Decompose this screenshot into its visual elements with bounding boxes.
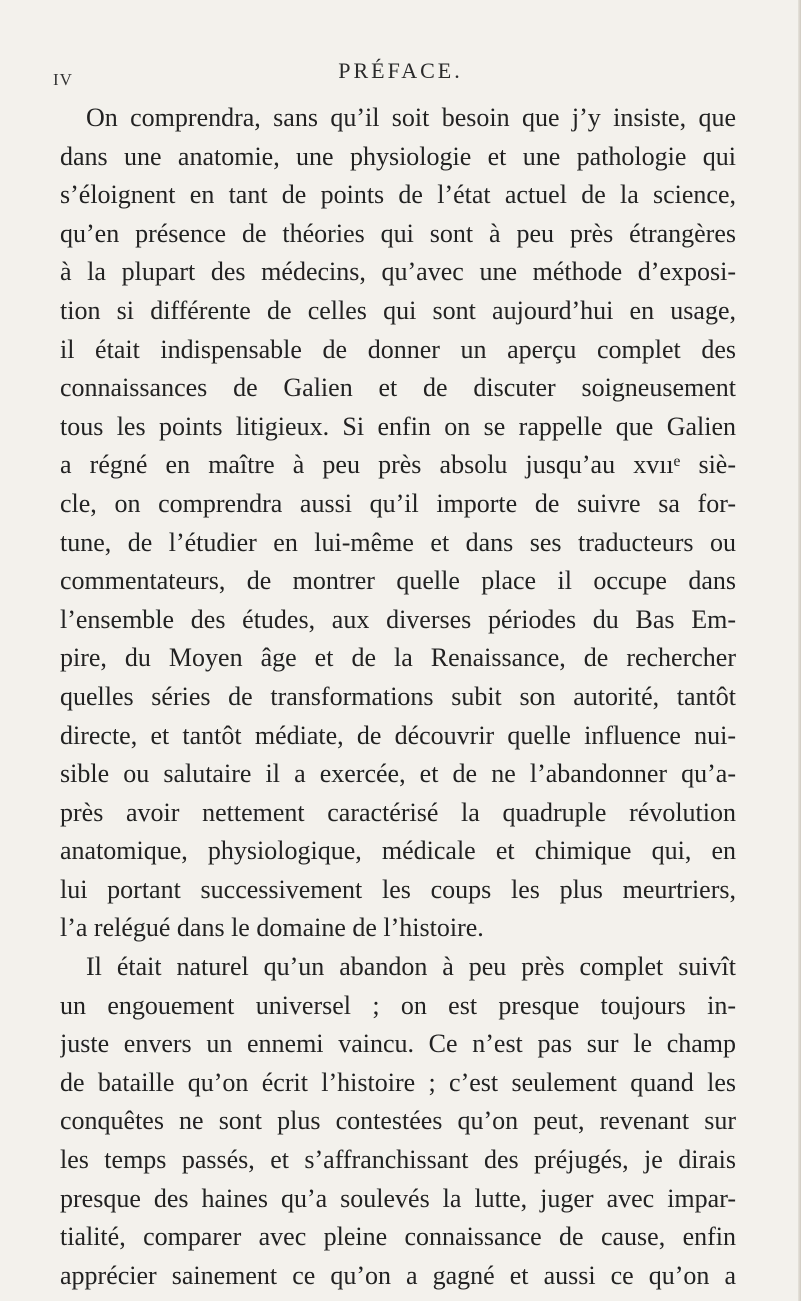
text-line: qu’en présence de théories qui sont à peu près étrangères (60, 218, 736, 248)
text-line: cle, on comprendra aussi qu’il importe de suivre sa for- (60, 488, 736, 518)
text-line: conquêtes ne sont plus contestées qu’on peut, revenant sur (60, 1106, 736, 1136)
text-line: tion si différente de celles qui sont aujourd’hui en usage, (60, 295, 736, 325)
text-line: quelles séries de transformations subit son autorité, tantôt (60, 681, 736, 711)
text-line: s’éloignent en tant de points de l’état actuel de la science, (60, 180, 736, 210)
text-line: de bataille qu’on écrit l’histoire ; c’est seulement quand les (60, 1067, 736, 1097)
text-line: commentateurs, de montrer quelle place il occupe dans (60, 566, 736, 596)
text-line: directe, et tantôt médiate, de découvrir quelle influence nui- (60, 720, 736, 750)
text-line: l’ensemble des études, aux diverses périodes du Bas Em- (60, 604, 736, 634)
text-line: apprécier sainement ce qu’on a gagné et aussi ce qu’on a (60, 1260, 736, 1290)
page-number: IV (53, 70, 73, 89)
text-line: On comprendra, sans qu’il soit besoin que j’y insiste, que (86, 103, 736, 132)
text-line: il était indispensable de donner un aperçu complet des (60, 334, 736, 364)
text-line: a régné en maître à peu près absolu jusqu’au xvııᵉ siè- (60, 450, 736, 480)
text-line: connaissances de Galien et de discuter soigneusement (60, 373, 736, 403)
body-text (60, 99, 736, 1295)
text-line: tous les points litigieux. Si enfin on se rappelle que Galien (60, 411, 736, 441)
text-line: tialité, comparer avec pleine connaissance de cause, enfin (60, 1222, 736, 1252)
text-line: près avoir nettement caractérisé la quadruple révolution (60, 797, 736, 827)
text-line: sible ou salutaire il a exercée, et de ne l’abandonner qu’a- (60, 759, 736, 789)
text-line: à la plupart des médecins, qu’avec une méthode d’exposi- (60, 257, 736, 287)
text-line: un engouement universel ; on est presque toujours in- (60, 990, 736, 1020)
text-line: l’a relégué dans le domaine de l’histoire. (60, 913, 484, 943)
text-line: anatomique, physiologique, médicale et chimique qui, en (60, 836, 736, 866)
text-line: presque des haines qu’a soulevés la lutte, juger avec impar- (60, 1183, 736, 1213)
text-line: pire, du Moyen âge et de la Renaissance, de rechercher (60, 643, 736, 673)
text-line: lui portant successivement les coups les plus meurtriers, (60, 874, 736, 904)
text-line: Il était naturel qu’un abandon à peu près complet suivît (86, 952, 736, 982)
page-header (0, 58, 801, 94)
text-line: dans une anatomie, une physiologie et une pathologie qui (60, 141, 736, 171)
running-head: PRÉFACE. (338, 58, 463, 83)
text-line: tune, de l’étudier en lui-même et dans ses traducteurs ou (60, 527, 736, 557)
text-line: juste envers un ennemi vaincu. Ce n’est pas sur le champ (60, 1029, 736, 1059)
text-line: les temps passés, et s’affranchissant des préjugés, je dirais (60, 1145, 736, 1175)
